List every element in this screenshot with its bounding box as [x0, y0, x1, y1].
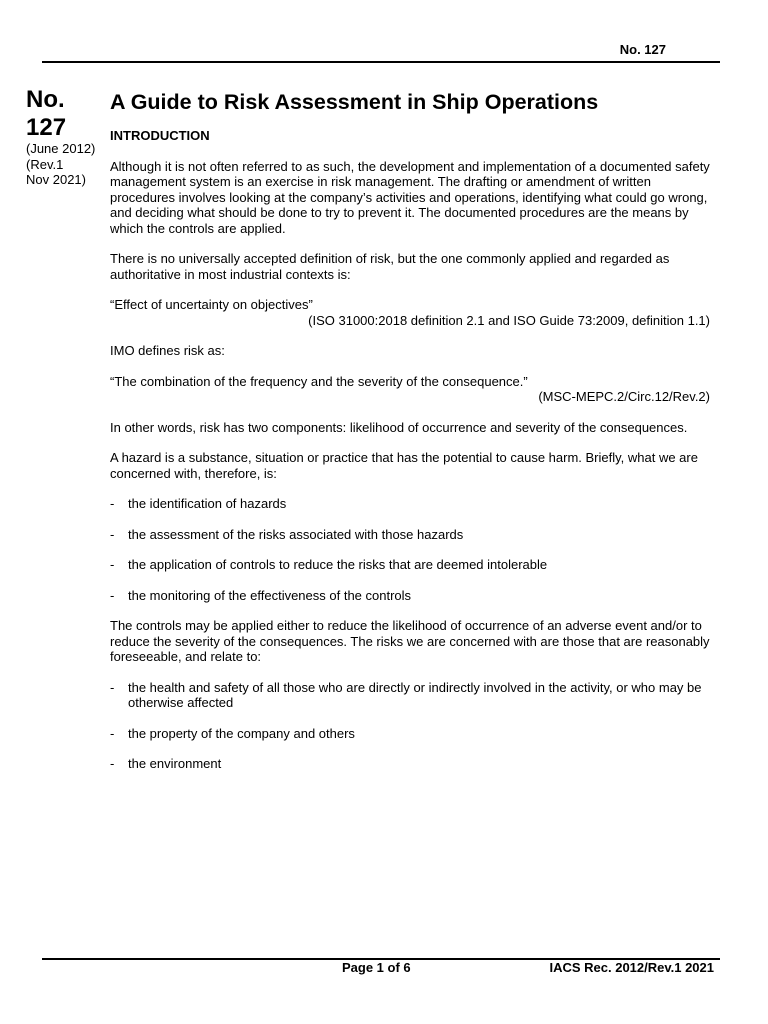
bullet-dash: - — [110, 679, 115, 695]
header-rule — [42, 61, 720, 63]
sidebar-dates: (June 2012) (Rev.1 Nov 2021) — [26, 141, 96, 187]
list-item-text: the health and safety of all those who are directly or indirectly involved in the activity, or who may be otherwise affected — [128, 679, 702, 710]
list-item-text: the application of controls to reduce the risks that are deemed intolerable — [128, 557, 548, 572]
bullet-dash: - — [110, 496, 115, 511]
bullet-dash: - — [110, 526, 115, 542]
paragraph: The controls may be applied either to reduce the likelihood of occurrence of an adverse event and/or to reduce the severity of the consequences. The risks we are concerned with are those that are reasonably foreseeable, and relate to: — [110, 618, 710, 664]
sidebar-number: 127 — [26, 114, 67, 141]
paragraph: IMO defines risk as: — [110, 343, 225, 358]
list-item — [110, 680, 710, 711]
list-item — [110, 588, 710, 604]
section-heading: INTRODUCTION — [110, 128, 210, 143]
paragraph: In other words, risk has two components: likelihood of occurrence and severity of the consequences. — [110, 419, 688, 435]
list-item-text: the property of the company and others — [128, 725, 355, 741]
quote-text: “Effect of uncertainty on objectives” — [110, 297, 313, 312]
sidebar-no-label: No. — [26, 86, 65, 113]
list-item-text: the identification of hazards — [128, 496, 287, 511]
list-item — [110, 527, 710, 543]
footer-rec-reference: IACS Rec. 2012/Rev.1 2021 — [549, 960, 714, 975]
paragraph: A hazard is a substance, situation or practice that has the potential to cause harm. Briefly, what we are concerned with, therefore, is: — [110, 450, 698, 481]
bullet-dash: - — [110, 756, 115, 771]
quote-citation: (MSC-MEPC.2/Circ.12/Rev.2) — [538, 389, 710, 404]
document-title: A Guide to Risk Assessment in Ship Operations — [110, 90, 599, 114]
list-item-text: the assessment of the risks associated with those hazards — [128, 526, 464, 542]
list-item — [110, 496, 710, 512]
main-content — [110, 88, 710, 787]
header-doc-number: No. 127 — [619, 42, 666, 57]
list-item — [110, 726, 710, 742]
bullet-dash: - — [110, 557, 115, 572]
bullet-dash: - — [110, 725, 115, 741]
footer-page-number: Page 1 of 6 — [342, 960, 411, 975]
paragraph: Although it is not often referred to as such, the development and implementation of a documented safety management system is an exercise in risk management. The drafting or amendment of written procedures involves looking at the company’s activities and operations, identifying what could go wrong, and deciding what should be done to try to prevent it. The documented procedures are the means by which the controls are applied. — [110, 158, 710, 236]
quote-citation: (ISO 31000:2018 definition 2.1 and ISO Guide 73:2009, definition 1.1) — [308, 312, 710, 328]
list-item — [110, 756, 710, 772]
bullet-dash: - — [110, 587, 115, 603]
sidebar-doc-number — [26, 86, 66, 142]
paragraph: There is no universally accepted definition of risk, but the one commonly applied and regarded as authoritative in most industrial contexts is: — [110, 251, 670, 282]
list-item-text: the monitoring of the effectiveness of the controls — [128, 587, 412, 603]
quote-text: “The combination of the frequency and the severity of the consequence.” — [110, 373, 528, 389]
list-item-text: the environment — [128, 756, 222, 771]
list-item — [110, 557, 710, 573]
